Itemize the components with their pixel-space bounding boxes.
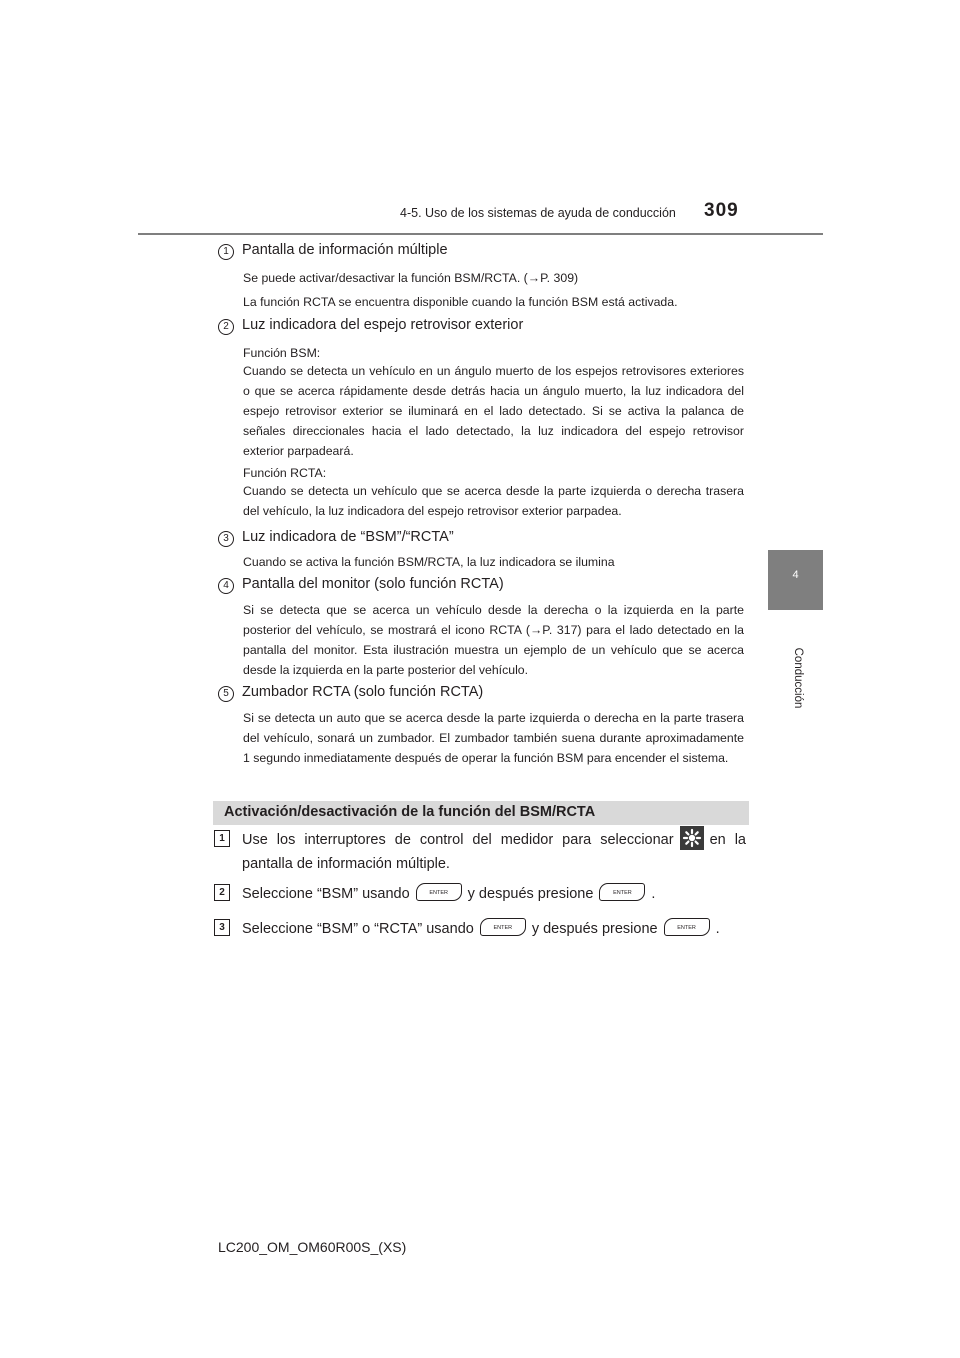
section-heading-box	[213, 801, 749, 825]
enter-button-icon: ENTER	[416, 883, 462, 901]
step-text	[242, 882, 746, 906]
item-title: Luz indicadora de “BSM”/“RCTA”	[242, 529, 454, 545]
header-section-title: 4-5. Uso de los sistemas de ayuda de conducción	[400, 206, 676, 220]
step-text-part: Seleccione “BSM” o “RCTA” usando	[242, 921, 474, 937]
step-number: 3	[214, 919, 230, 936]
item-number-circle: 5	[218, 686, 234, 702]
item-paragraph: Si se detecta un auto que se acerca desde la parte izquierda o derecha en la parte trasera del vehículo, sonará un zumbador. El zumbador también suena durante aproximadamente 1 segundo inmediatamente después de operar la función BSM para encender el sistema.	[243, 711, 744, 765]
item-paragraph: Función BSM:	[243, 346, 321, 360]
item-paragraph: Cuando se detecta un vehículo en un ángulo muerto de los espejos retrovisores exteriores o que se acerca rápidamente desde detrás hacia un ángulo muerto, la luz indicadora del espejo retrovisor exterior se iluminará en el lado detectado. Si se activa la palanca de señales direccionales hacia el lado detectado, la luz indicadora del espejo retrovisor exterior parpadeará.	[243, 364, 744, 458]
item-paragraph: Cuando se activa la función BSM/RCTA, la luz indicadora se ilumina	[243, 555, 615, 569]
step-text-part: .	[651, 886, 656, 902]
item-title: Luz indicadora del espejo retrovisor exterior	[242, 317, 524, 333]
document-code: LC200_OM_OM60R00S_(XS)	[218, 1239, 407, 1255]
chapter-tab-label: Conducción	[792, 647, 804, 709]
item-paragraph: La función RCTA se encuentra disponible cuando la función BSM está activada.	[243, 295, 678, 309]
step-text-part: Use los interruptores de control del medidor para seleccionar	[242, 832, 674, 848]
item-paragraph: Se puede activar/desactivar la función BSM/RCTA. (→P. 309)	[243, 271, 579, 285]
gear-icon	[680, 826, 704, 850]
step-text-part: Seleccione “BSM” usando	[242, 886, 410, 902]
page-number: 309	[704, 200, 739, 221]
step-number: 1	[214, 830, 230, 847]
item-title: Pantalla del monitor (solo función RCTA)	[242, 576, 504, 592]
section-title: Activación/desactivación de la función del BSM/RCTA	[224, 804, 596, 820]
enter-button-icon: ENTER	[664, 918, 710, 936]
item-number-circle: 4	[218, 578, 234, 594]
step-text-part: en la pantalla de información múltiple.	[242, 832, 746, 873]
item-number-circle: 2	[218, 319, 234, 335]
item-title: Zumbador RCTA (solo función RCTA)	[242, 684, 484, 700]
item-paragraph: Función RCTA:	[243, 466, 327, 480]
item-title: Pantalla de información múltiple	[242, 242, 448, 258]
step-number: 2	[214, 884, 230, 901]
chapter-tab-number: 4	[792, 569, 799, 581]
step-text-part: .	[715, 921, 720, 937]
step-text-part: y después presione	[531, 921, 658, 937]
item-paragraph: Cuando se detecta un vehículo que se acerca desde la parte izquierda o derecha trasera del vehículo, la luz indicadora del espejo retrovisor exterior parpadea.	[243, 484, 744, 518]
step-text	[242, 917, 746, 941]
item-number-circle: 3	[218, 531, 234, 547]
step-text-part: y después presione	[467, 886, 594, 902]
enter-button-icon: ENTER	[599, 883, 645, 901]
chapter-tab	[768, 550, 823, 610]
item-number-circle: 1	[218, 244, 234, 260]
enter-button-icon: ENTER	[480, 918, 526, 936]
item-paragraph: Si se detecta que se acerca un vehículo desde la derecha o la izquierda en la parte posterior del vehículo, se mostrará el icono RCTA (→P. 317) para el lado detectado en la pantalla del monitor. Esta ilustración muestra un ejemplo de un vehículo que se acerca desde la izquierda en la parte posterior del vehículo.	[243, 603, 744, 677]
step-text	[242, 828, 746, 876]
header-divider	[138, 233, 823, 235]
